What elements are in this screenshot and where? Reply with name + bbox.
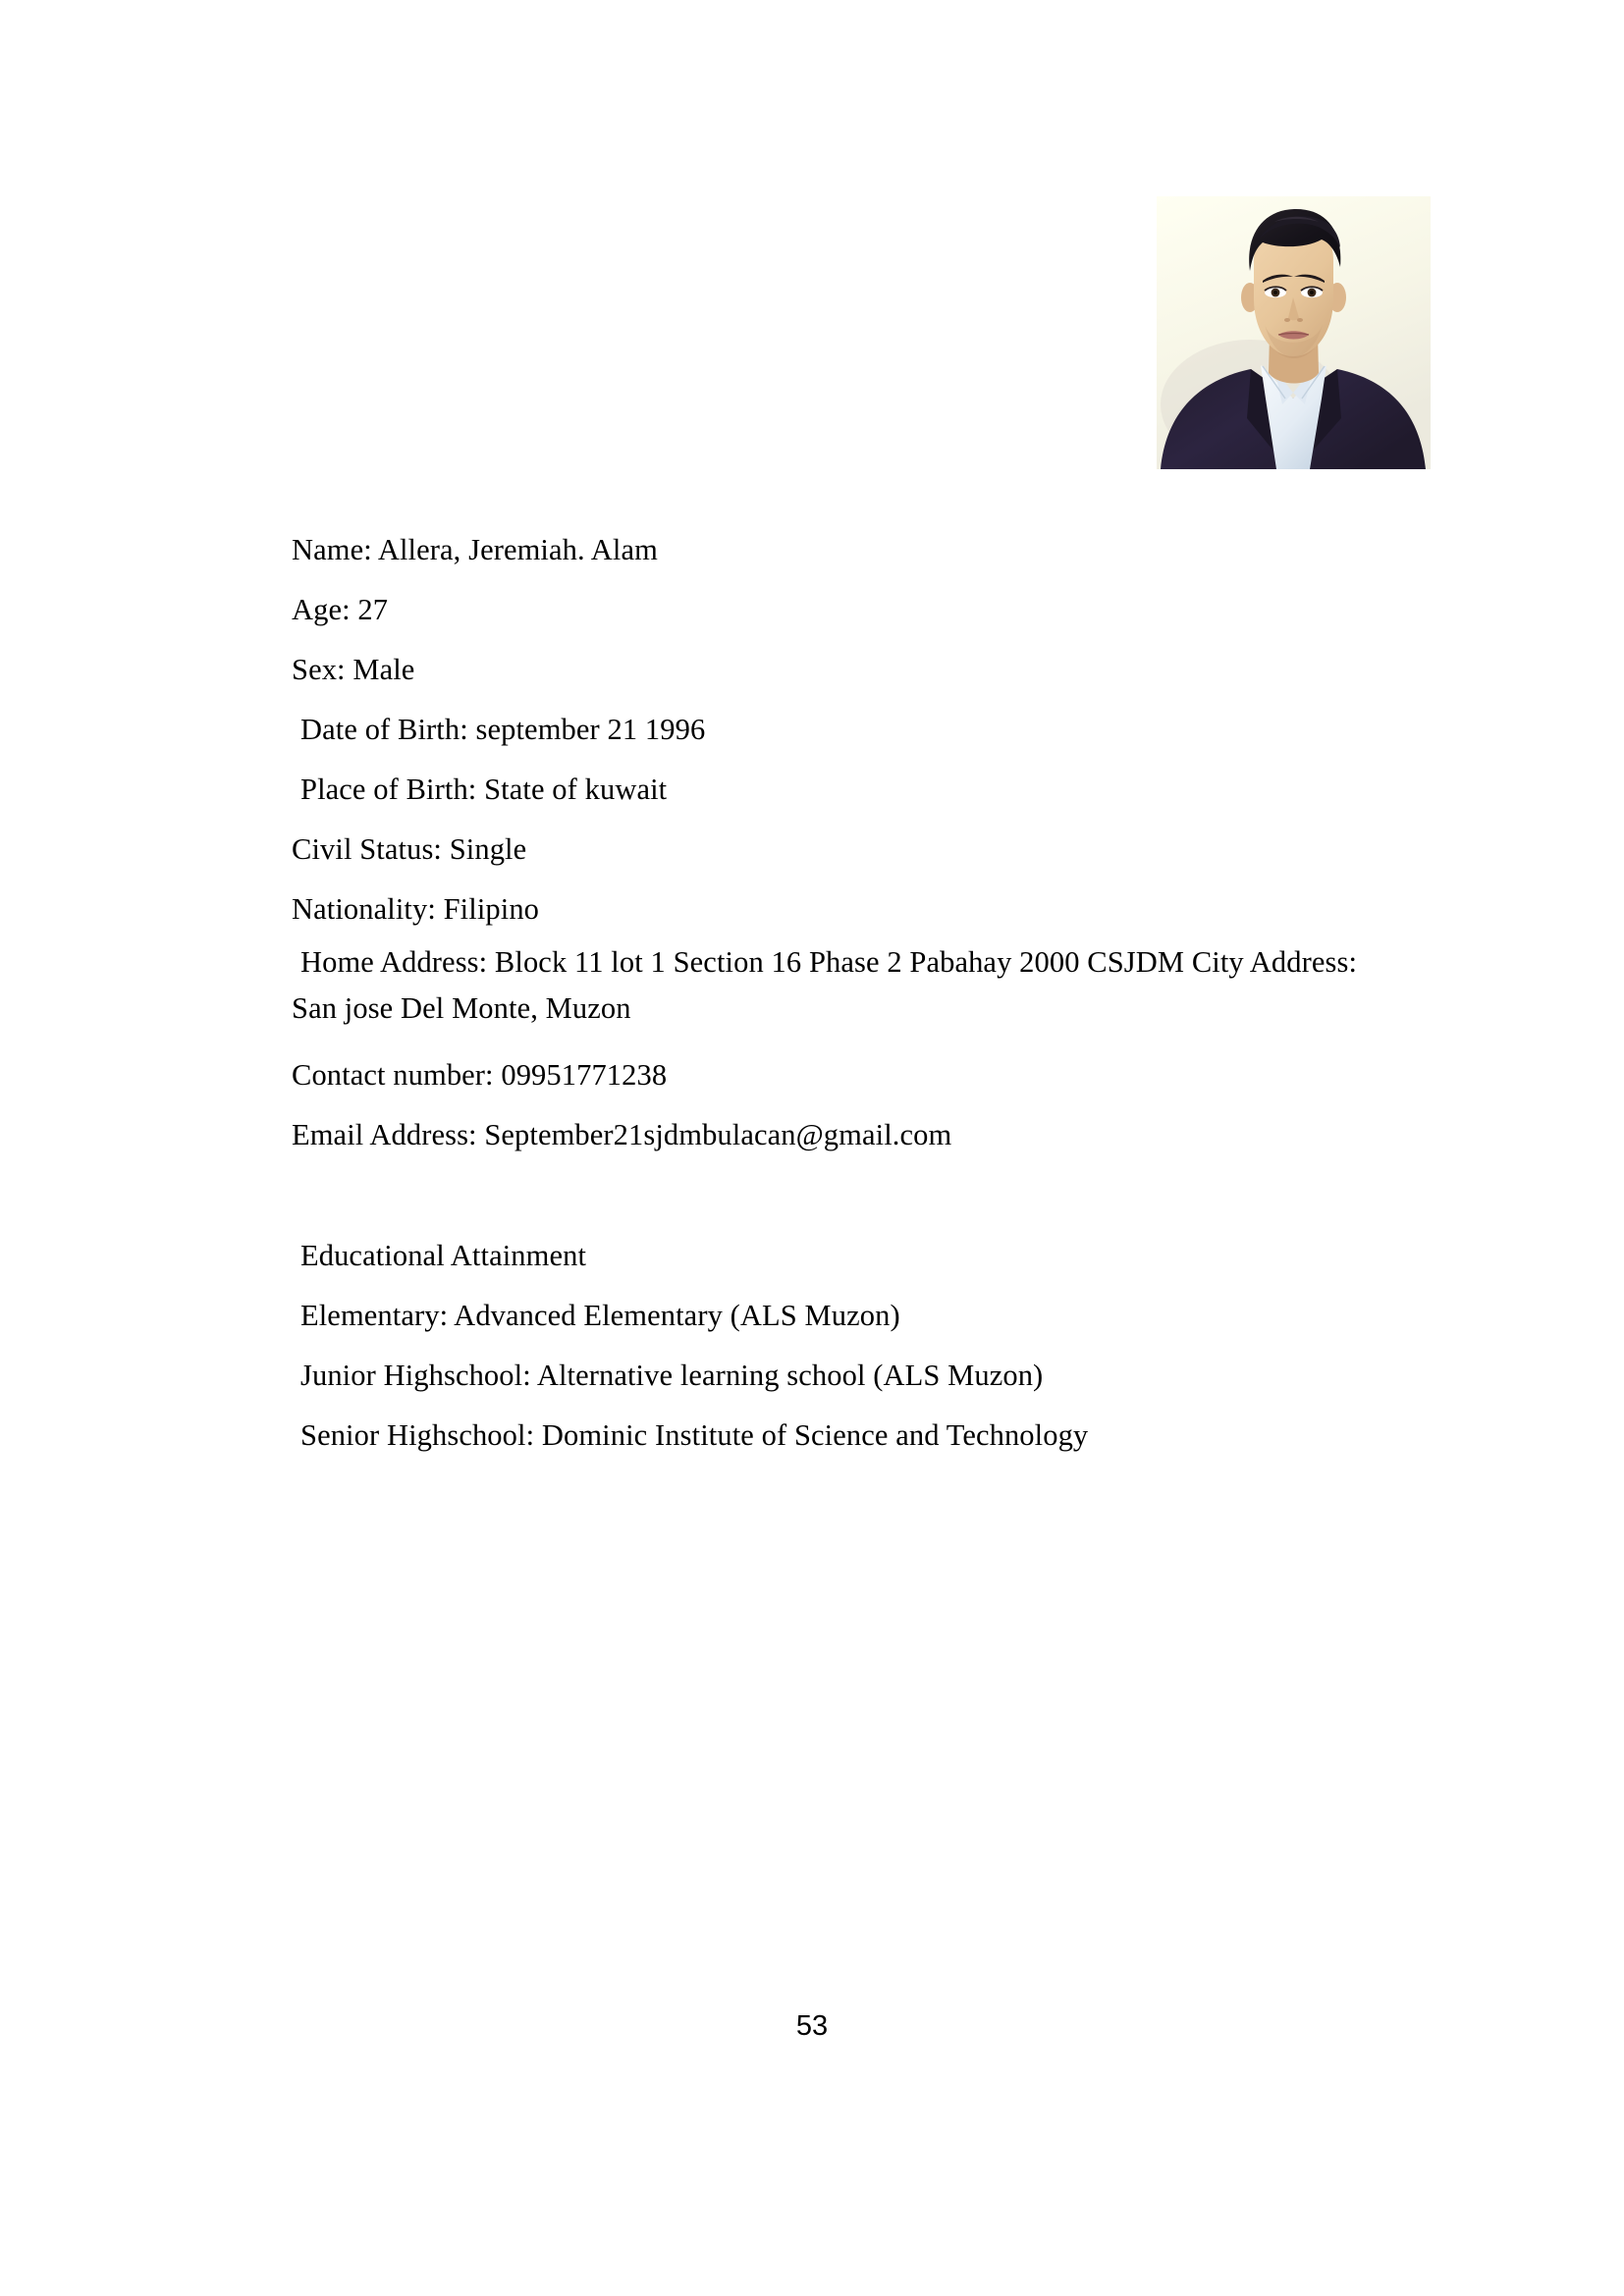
portrait-photo-illustration — [1157, 196, 1431, 469]
field-nationality: Nationality: Filipino — [292, 892, 540, 926]
home-address-line-2: San jose Del Monte, Muzon — [292, 991, 631, 1025]
field-home-address — [292, 939, 1440, 1032]
field-age: Age: 27 — [292, 593, 389, 626]
resume-body — [292, 520, 1440, 1466]
education-item-elementary: Elementary: Advanced Elementary (ALS Muzon) — [300, 1299, 900, 1332]
field-email-address: Email Address: September21sjdmbulacan@gmail.com — [292, 1118, 952, 1151]
education-item-senior-highschool: Senior Highschool: Dominic Institute of Science and Technology — [300, 1418, 1089, 1452]
section-spacer — [292, 1165, 1440, 1226]
portrait-photo — [1157, 196, 1431, 469]
field-name: Name: Allera, Jeremiah. Alam — [292, 533, 658, 566]
field-sex: Sex: Male — [292, 653, 415, 686]
education-heading: Educational Attainment — [300, 1239, 587, 1272]
home-address-line-1: Home Address: Block 11 lot 1 Section 16 Phase 2 Pabahay 2000 CSJDM City Address: — [300, 945, 1358, 979]
field-civil-status: Civil Status: Single — [292, 832, 527, 866]
field-date-of-birth: Date of Birth: september 21 1996 — [300, 713, 706, 746]
field-contact-number: Contact number: 09951771238 — [292, 1058, 668, 1092]
page-number: 53 — [795, 2010, 829, 2042]
education-item-junior-highschool: Junior Highschool: Alternative learning school (ALS Muzon) — [300, 1359, 1044, 1392]
field-place-of-birth: Place of Birth: State of kuwait — [300, 773, 668, 806]
